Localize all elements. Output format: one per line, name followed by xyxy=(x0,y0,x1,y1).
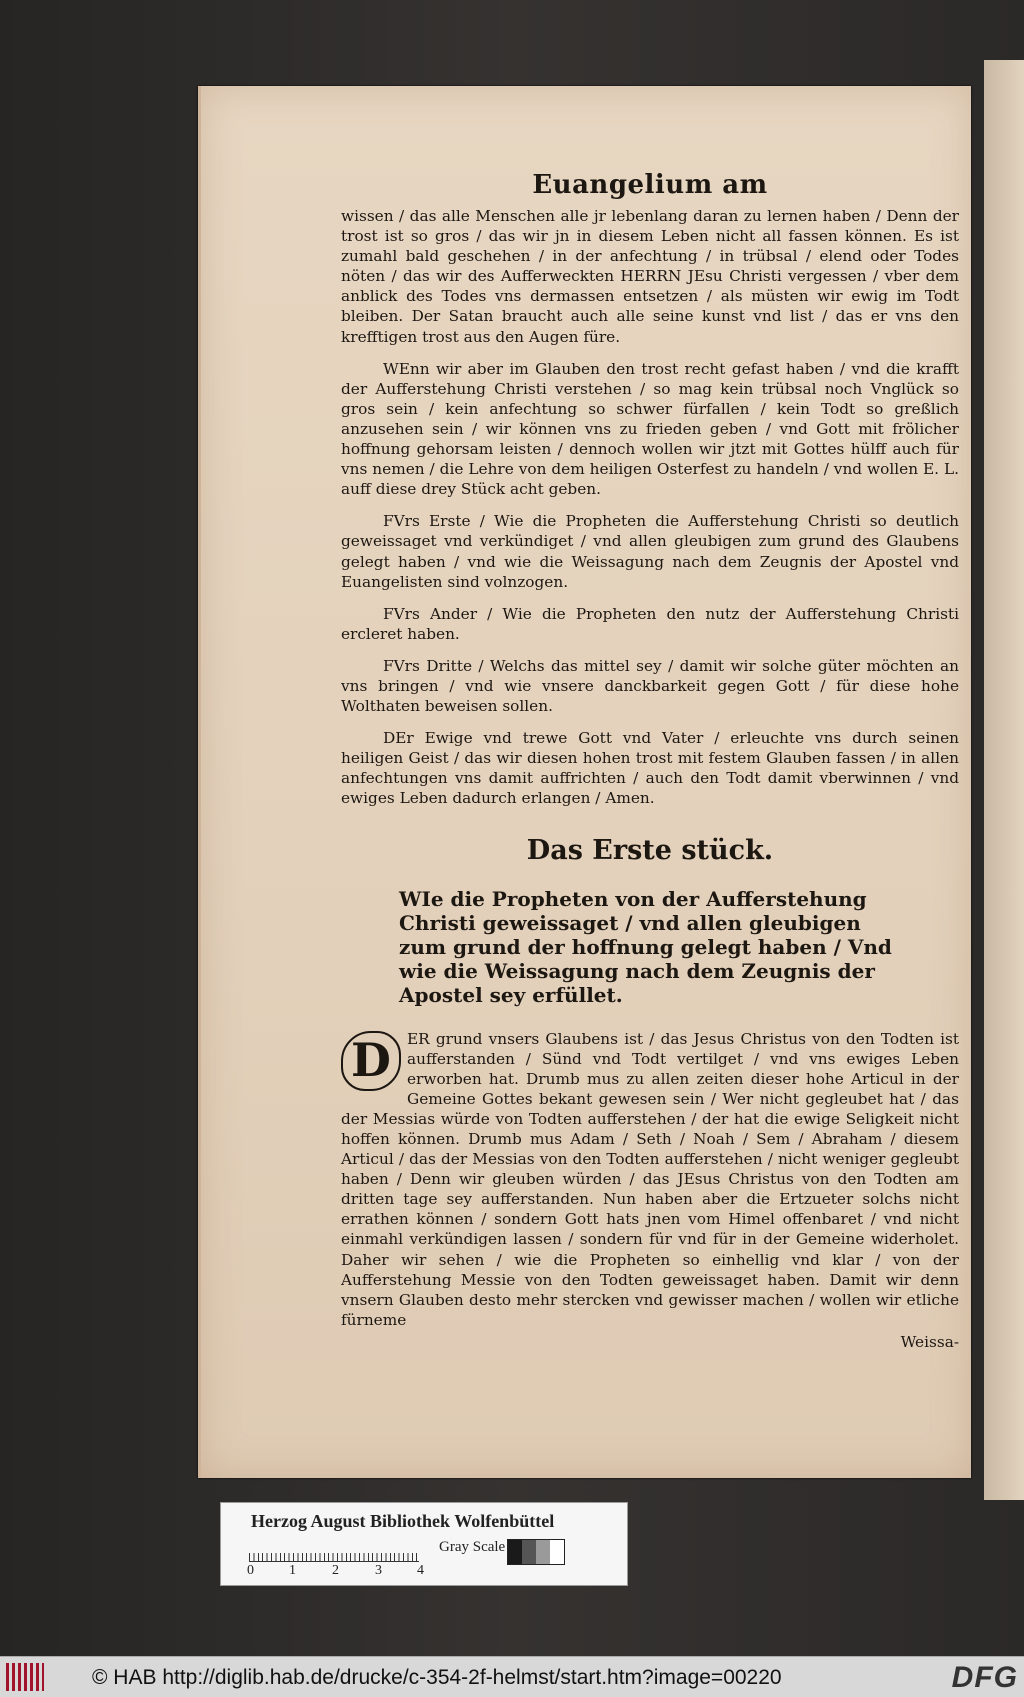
paragraph xyxy=(341,656,959,716)
barcode-icon xyxy=(6,1663,44,1691)
gray-swatch xyxy=(536,1540,550,1564)
paragraph-text: FVrs Erste / Wie die Propheten die Aufferstehung Christi so deutlich geweissaget vnd verkündiget / vnd allen gleubigen zum grund des Glaubens gelegt haben / vnd wie die Weissagung nach dem Zeugnis der Apostel vnd Euangelisten sind volnzogen. xyxy=(341,512,959,591)
gray-swatch xyxy=(550,1540,564,1564)
gray-scale-label: Gray Scale xyxy=(439,1539,506,1555)
body-text: ER grund vnsers Glaubens ist / das Jesus Christus von den Todten ist aufferstanden / Sünd vnd Todt vertilget / vnd vns ewiges Leben erworben hat. Drumb mus zu allen zeiten dieser hohe Articul in der Gemeine Gottes bekant gewesen sein / Wer nicht gegleubet hat / das der Messias würde von Todten aufferstehen / der hat die ewige Seligkeit nicht hoffen können. Drumb mus Adam / Seth / Noah / Sem / Abraham / diesem Articul / das der Messias von den Todten aufferstehen / nicht weniger gegleubt haben / Denn wir gleuben würden / das JEsus Christus von den Todten am dritten tage sey aufferstanden. Nun haben aber die Ertzueter solchs nicht errathen können / sondern Gott hats jnen vom Himel offenbaret / vnd nicht einmahl verkündigen lassen / sondern für vnd für in der Gemeine widerholet. Daher wir sehen / wie die Propheten so einhellig vnd klar / von der Aufferstehung Messie von den Todten geweissaget haben. Damit wir denn vnsern Glauben desto mehr stercken vnd gewisser machen / wollen wir etliche fürneme xyxy=(341,1029,959,1329)
running-head: Euangelium am xyxy=(532,170,768,200)
next-page-edge xyxy=(984,60,1024,1500)
paragraph-text: WEnn wir aber im Glauben den trost recht gefast haben / vnd die krafft der Aufferstehung Christi verstehen / so mag kein trübsal noch Vnglück so gros sein / kein anfechtung so schwer fürfallen / kein Todt so greßlich anzusehen sein / wir können vns zu frieden geben / vnd Gott mit frölicher hoffnung gehorsam leisten / dennoch wollen wir jtzt mit Gottes hülff auch für vns nemen / die Lehre von dem heiligen Osterfest zu handeln / vnd wollen E. L. auff diese drey Stück acht geben. xyxy=(341,359,959,499)
catchword: Weissa- xyxy=(900,1332,959,1351)
page-text xyxy=(341,170,959,1352)
footer-bar xyxy=(0,1656,1024,1697)
section-summary: WIe die Propheten von der Aufferstehung Christi geweissaget / vnd allen gleubigen zum grund der hoffnung gelegt haben / Vnd wie die Weissagung nach dem Zeugnis der Apostel sey erfüllet. xyxy=(399,886,892,1007)
paragraph-text: wissen / das alle Menschen alle jr lebenlang daran zu lernen haben / Denn der trost ist so gros / das wir jn in diesem Leben nicht all fassen können. Es ist zumahl bald geschehen / in der anfechtung / in trübsal / elend oder Todes nöten / das wir des Aufferweckten HERRN JEsu Christi vergessen / vber dem anblick des Todes vns dermassen entsetzen / als müsten wir ewig im Todt bleiben. Der Satan braucht auch alle seine kunst vnd list / das er vns den krefftigen trost aus den Augen füre. xyxy=(341,207,959,346)
body-paragraph xyxy=(341,1029,959,1330)
book-page xyxy=(198,86,971,1478)
color-ruler xyxy=(220,1502,628,1586)
ruler-number: 3 xyxy=(375,1563,382,1578)
ruler-scale xyxy=(249,1543,419,1562)
source-url[interactable]: © HAB http://diglib.hab.de/drucke/c-354-2f-helmst/start.htm?image=00220 xyxy=(92,1666,782,1689)
ruler-number: 2 xyxy=(332,1563,339,1578)
ruler-number: 1 xyxy=(289,1563,296,1578)
paragraph-text: DEr Ewige vnd trewe Gott vnd Vater / erleuchte vns durch seinen heiligen Geist / das wir diesen hohen trost mit festem Glauben fassen / in allen anfechtungen vns damit auffrichten / auch den Todt damit vberwinnen / vnd ewiges Leben dadurch erlangen / Amen. xyxy=(341,729,959,808)
paragraph xyxy=(341,206,959,347)
paragraph-text: FVrs Dritte / Welchs das mittel sey / damit wir solche güter möchten an vns bringen / vnd wie vnsere danckbarkeit gegen Gott / für diese hohe Wolthaten beweisen sollen. xyxy=(341,656,959,716)
gray-swatch xyxy=(522,1540,536,1564)
section-title: Das Erste stück. xyxy=(526,834,774,866)
gray-scale-swatches xyxy=(507,1539,565,1565)
ruler-title: Herzog August Bibliothek Wolfenbüttel xyxy=(251,1511,555,1531)
gray-swatch xyxy=(508,1540,522,1564)
dropcap-initial: D xyxy=(341,1031,401,1091)
paragraph xyxy=(341,604,959,644)
paragraph xyxy=(341,728,959,808)
dfg-logo: DFG xyxy=(951,1661,1018,1694)
ruler-number: 0 xyxy=(247,1563,254,1578)
paragraph-text: FVrs Ander / Wie die Propheten den nutz der Aufferstehung Christi ercleret haben. xyxy=(341,604,959,643)
paragraph xyxy=(341,511,959,591)
ruler-number: 4 xyxy=(417,1563,424,1578)
paragraph xyxy=(341,359,959,500)
